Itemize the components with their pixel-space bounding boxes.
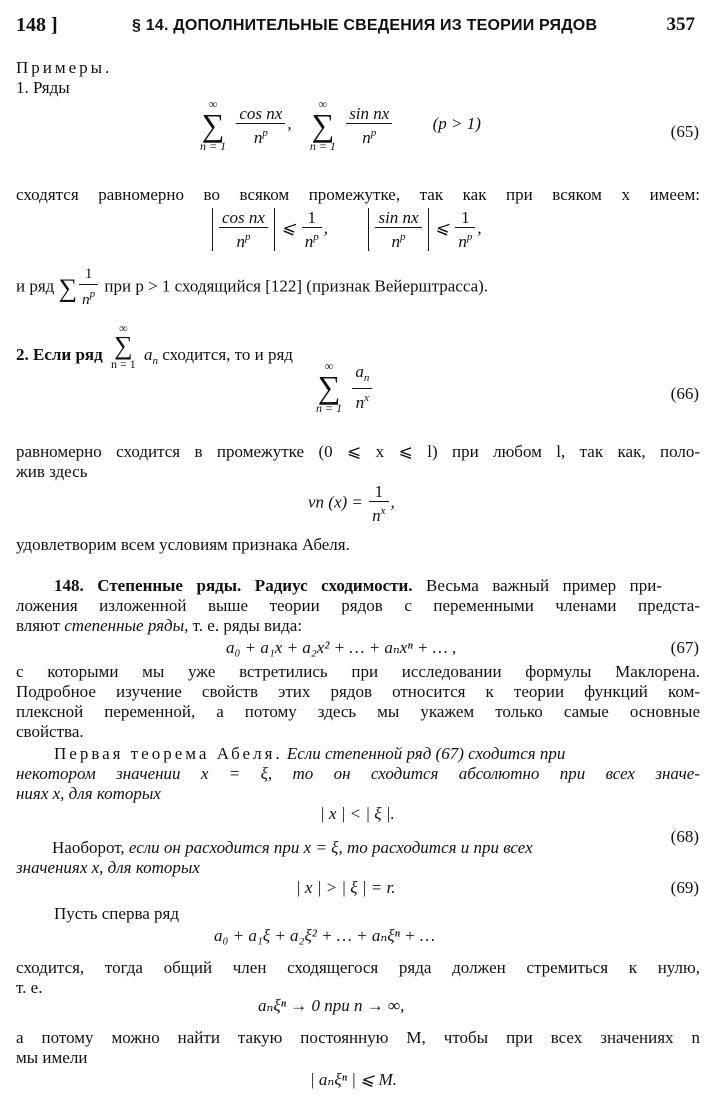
paragraph-2-line1: с которыми мы уже встретились при исследовании формулы Маклорена. (16, 662, 700, 681)
abel-theorem-line1: Первая теорема Абеля. Если степенной ряд (67) сходится при (54, 744, 566, 763)
section-148-title: 148. Степенные ряды. Радиус сходимости. (54, 576, 413, 595)
paragraph-2-line4: свойства. (16, 722, 84, 741)
paragraph-2-line3: плексной переменной, а потому здесь мы укажем только самые основные (16, 702, 700, 721)
equation-limit: aₙξⁿ → 0 при n → ∞, (258, 996, 405, 1015)
equation-bound: | aₙξⁿ | ⩽ M. (310, 1070, 398, 1089)
text-constant-line2: мы имели (16, 1048, 88, 1067)
abel-theorem-line2: некотором значении x = ξ, то он сходится абсолютно при всех значе- (16, 764, 700, 783)
eq65-numerator-sin: sin nx (346, 104, 392, 124)
section-148-line3: вляют степенные ряды, т. е. ряды вида: (16, 616, 303, 635)
equation-xi-series: a₀ + a₁ξ + a₂ξ² + … + aₙξⁿ + … (214, 926, 435, 945)
converse-line1: Наоборот, если он расходится при x = ξ, то расходится и при всех (52, 838, 533, 857)
example-1-label: 1. Ряды (16, 78, 70, 97)
text-suppose: Пусть сперва ряд (54, 904, 180, 923)
text-abel-line1: равномерно сходится в промежутке (0 ⩽ x ⩽ l) при любом l, так как, поло- (16, 442, 700, 461)
examples-heading: Примеры. (16, 58, 113, 77)
equation-vn: vn (x) = $\frac{1}{n^x}$ , (308, 482, 395, 525)
equation-68-number: (68) (670, 827, 699, 846)
text-general-term-line2: т. е. (16, 978, 43, 997)
equation-67-number: (67) (670, 638, 699, 657)
equation-67: a₀ + a₁x + a₂x² + … + aₙxⁿ + … , (226, 638, 457, 657)
text-weierstrass: и ряд ∑ $\frac{1}{n^p}$ при p > 1 сходящийся [122] (признак Вейерштрасса). (16, 266, 489, 308)
abel-theorem-label: Первая теорема Абеля. (54, 744, 283, 763)
equation-66-number: (66) (670, 384, 699, 403)
section-number-header: 148 ] (16, 14, 58, 36)
paragraph-2-line2: Подробное изучение свойств этих рядов относится к теории функций ком- (16, 682, 700, 701)
text-general-term-line1: сходится, тогда общий член сходящегося ряда должен стремиться к нулю, (16, 958, 700, 977)
bounds-inequalities: $\frac{\text{cos nx}}{n^p}$ ⩽ $\frac{1}{n^p}$ , $\frac{\text{sin nx}}{n^p}$ ⩽ $\frac{1}{n^p}$ , (210, 208, 482, 251)
abel-theorem-line3: ниях x, для которых (16, 784, 161, 803)
equation-65: ∞ ∑ n = 1 $\frac{\text{cos nx}}{n^p}$ , ∞ ∑ n = 1 $\frac{\text{sin nx}}{n^p}$ (p > 1) (200, 97, 481, 153)
page-number: 357 (666, 14, 695, 35)
text-abel-line2: жив здесь (16, 462, 88, 481)
equation-69-number: (69) (670, 878, 699, 897)
converse-line2: значениях x, для которых (16, 858, 200, 877)
equation-69: | x | > | ξ | = r. (296, 878, 396, 897)
equation-68: | x | < | ξ |. (320, 804, 395, 823)
section-148-line1: 148. Степенные ряды. Радиус сходимости. Весьма важный пример при- (54, 576, 662, 595)
text-constant-line1: а потому можно найти такую постоянную M, чтобы при всех значениях n (16, 1028, 700, 1047)
eq65-numerator-cos: cos nx (236, 104, 285, 124)
text-uniform-convergence: сходятся равномерно во всяком промежутке, так как при всяком x имеем: (16, 185, 700, 204)
equation-65-number: (65) (670, 122, 699, 141)
section-148-line2: ложения изложенной выше теории рядов с переменными членами предста- (16, 596, 700, 615)
equation-66: ∞ ∑ n = 1 $\frac{a_n}{n^x}$ (312, 360, 374, 414)
example-2-text: 2. Если ряд ∞ ∑ n = 1 $a_n$ сходится, то и ряд (16, 321, 293, 371)
text-abel-line3: удовлетворим всем условиям признака Абеля. (16, 535, 350, 554)
eq65-condition: (p > 1) (432, 113, 481, 133)
running-title: § 14. ДОПОЛНИТЕЛЬНЫЕ СВЕДЕНИЯ ИЗ ТЕОРИИ РЯДОВ (132, 17, 598, 34)
